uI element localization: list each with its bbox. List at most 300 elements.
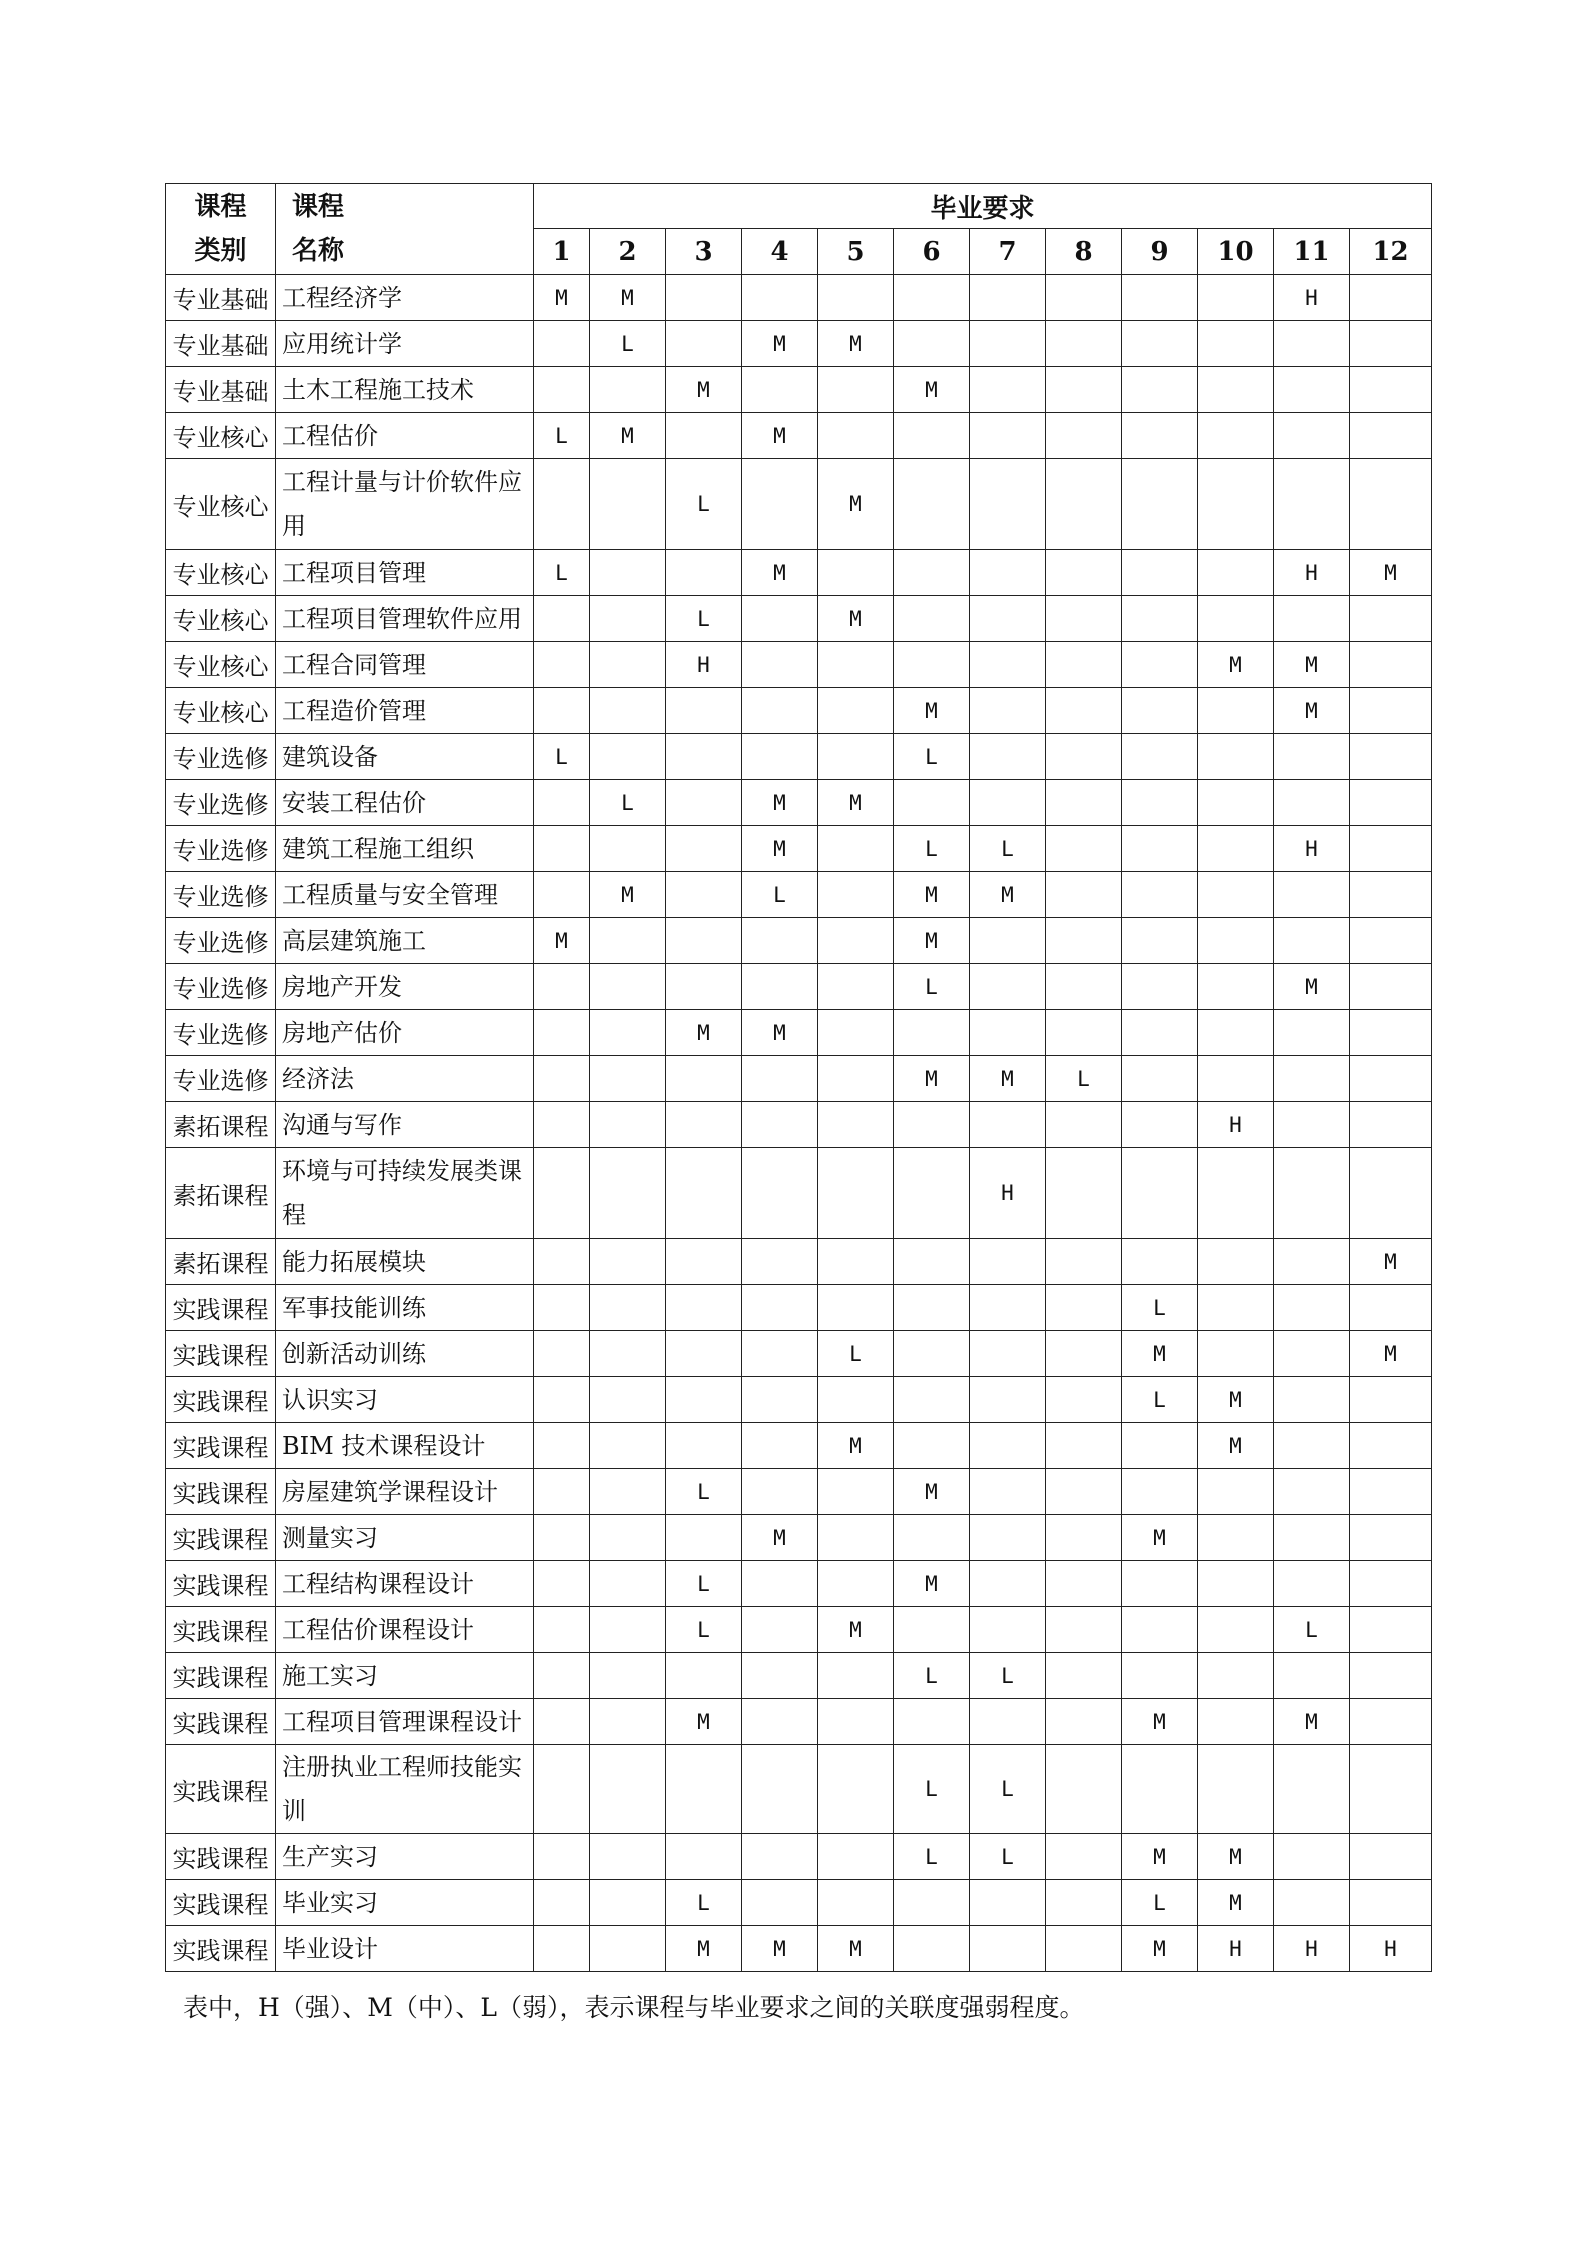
relevance-level-cell (742, 459, 818, 550)
relevance-level-cell (1350, 1653, 1432, 1699)
relevance-level-cell (970, 1607, 1046, 1653)
relevance-level-cell (742, 1423, 818, 1469)
table-row (166, 1880, 1432, 1926)
relevance-level-cell: M (894, 1561, 970, 1607)
course-category-cell: 实践课程 (166, 1880, 276, 1926)
table-row (166, 688, 1432, 734)
relevance-level-cell (1122, 1056, 1198, 1102)
relevance-level-cell (818, 1561, 894, 1607)
relevance-level-cell (742, 275, 818, 321)
table-row (166, 1926, 1432, 1972)
relevance-level-cell: M (742, 780, 818, 826)
relevance-level-cell (1046, 1239, 1122, 1285)
relevance-level-cell (894, 1926, 970, 1972)
relevance-level-cell (534, 1880, 590, 1926)
table-row (166, 413, 1432, 459)
relevance-level-cell (1122, 1745, 1198, 1834)
relevance-level-cell: M (1122, 1331, 1198, 1377)
relevance-level-cell (818, 642, 894, 688)
relevance-level-cell (970, 550, 1046, 596)
relevance-level-cell (970, 918, 1046, 964)
relevance-level-cell (1198, 1285, 1274, 1331)
relevance-level-cell (1274, 1148, 1350, 1239)
relevance-level-cell (590, 1653, 666, 1699)
course-category-cell: 实践课程 (166, 1745, 276, 1834)
relevance-level-cell (1122, 1423, 1198, 1469)
relevance-level-cell (1198, 826, 1274, 872)
relevance-level-cell (894, 1880, 970, 1926)
table-row (166, 1148, 1432, 1239)
relevance-level-cell (1274, 321, 1350, 367)
course-name-cell: 工程项目管理软件应用 (276, 596, 534, 642)
relevance-level-cell (1046, 550, 1122, 596)
relevance-level-cell (590, 1926, 666, 1972)
relevance-level-cell (970, 413, 1046, 459)
relevance-level-cell: M (742, 1010, 818, 1056)
table-row (166, 1607, 1432, 1653)
relevance-level-cell: L (590, 321, 666, 367)
relevance-level-cell (894, 459, 970, 550)
relevance-level-cell (894, 550, 970, 596)
course-name-cell: 沟通与写作 (276, 1102, 534, 1148)
relevance-level-cell (818, 275, 894, 321)
table-row (166, 1745, 1432, 1834)
course-name-cell: 认识实习 (276, 1377, 534, 1423)
relevance-level-cell (1198, 1331, 1274, 1377)
relevance-level-cell (534, 1653, 590, 1699)
relevance-level-cell (894, 275, 970, 321)
relevance-level-cell: M (894, 918, 970, 964)
header-name-line1: 课程 (292, 192, 345, 222)
relevance-level-cell (894, 1239, 970, 1285)
relevance-level-cell (970, 1239, 1046, 1285)
header-requirement-10: 10 (1198, 229, 1274, 275)
relevance-level-cell (894, 642, 970, 688)
relevance-level-cell: L (666, 1469, 742, 1515)
course-category-cell: 专业核心 (166, 459, 276, 550)
table-row (166, 275, 1432, 321)
relevance-level-cell: H (1274, 275, 1350, 321)
relevance-level-cell (1274, 1834, 1350, 1880)
course-category-cell: 专业选修 (166, 1010, 276, 1056)
relevance-level-cell (590, 1010, 666, 1056)
course-requirements-matrix (165, 183, 1432, 1972)
header-requirement-6: 6 (894, 229, 970, 275)
relevance-level-cell: L (666, 1607, 742, 1653)
table-row (166, 596, 1432, 642)
relevance-level-cell (534, 1285, 590, 1331)
relevance-level-cell: H (666, 642, 742, 688)
relevance-level-cell (894, 1148, 970, 1239)
course-name-cell: 毕业设计 (276, 1926, 534, 1972)
relevance-level-cell (970, 1561, 1046, 1607)
relevance-level-cell (666, 826, 742, 872)
relevance-level-cell (1046, 1285, 1122, 1331)
relevance-level-cell: M (894, 688, 970, 734)
relevance-level-cell (1046, 1745, 1122, 1834)
relevance-level-cell (1198, 1745, 1274, 1834)
relevance-level-cell: L (970, 1653, 1046, 1699)
relevance-level-cell (1274, 459, 1350, 550)
relevance-level-cell (970, 459, 1046, 550)
relevance-level-cell (1122, 1239, 1198, 1285)
relevance-level-cell (666, 688, 742, 734)
relevance-level-cell (1350, 918, 1432, 964)
relevance-level-cell (590, 1285, 666, 1331)
course-category-cell: 专业选修 (166, 964, 276, 1010)
relevance-level-cell: M (1198, 642, 1274, 688)
relevance-level-cell (1350, 1469, 1432, 1515)
table-row (166, 872, 1432, 918)
relevance-level-cell (590, 550, 666, 596)
course-name-cell: 工程合同管理 (276, 642, 534, 688)
course-name-cell: 安装工程估价 (276, 780, 534, 826)
relevance-level-cell (970, 1010, 1046, 1056)
relevance-level-cell: L (666, 1561, 742, 1607)
relevance-level-cell (534, 1469, 590, 1515)
course-category-cell: 实践课程 (166, 1561, 276, 1607)
table-row (166, 367, 1432, 413)
relevance-level-cell (1350, 1056, 1432, 1102)
relevance-level-cell: M (590, 413, 666, 459)
course-category-cell: 专业核心 (166, 596, 276, 642)
relevance-level-cell (534, 780, 590, 826)
course-category-cell: 实践课程 (166, 1377, 276, 1423)
table-row (166, 918, 1432, 964)
relevance-level-cell: M (1198, 1423, 1274, 1469)
relevance-level-cell (1046, 1834, 1122, 1880)
relevance-level-cell (1046, 413, 1122, 459)
relevance-level-cell (1122, 1010, 1198, 1056)
table-row (166, 642, 1432, 688)
relevance-level-cell: L (666, 1880, 742, 1926)
relevance-level-cell (1046, 275, 1122, 321)
relevance-level-cell (742, 642, 818, 688)
relevance-level-cell (970, 321, 1046, 367)
relevance-level-cell (1046, 1926, 1122, 1972)
relevance-level-cell (1198, 1056, 1274, 1102)
relevance-level-cell (1198, 918, 1274, 964)
relevance-level-cell (818, 1880, 894, 1926)
course-category-cell: 专业基础 (166, 321, 276, 367)
relevance-level-cell: L (1274, 1607, 1350, 1653)
relevance-level-cell (1198, 1469, 1274, 1515)
relevance-level-cell (590, 1561, 666, 1607)
relevance-level-cell (970, 275, 1046, 321)
relevance-level-cell (818, 367, 894, 413)
relevance-level-cell (742, 1056, 818, 1102)
relevance-level-cell (666, 780, 742, 826)
relevance-level-cell (590, 1469, 666, 1515)
relevance-level-cell (590, 826, 666, 872)
header-requirement-7: 7 (970, 229, 1046, 275)
relevance-level-cell (666, 1285, 742, 1331)
relevance-level-cell (1350, 1377, 1432, 1423)
relevance-level-cell: M (1122, 1834, 1198, 1880)
relevance-level-cell (534, 1423, 590, 1469)
relevance-level-cell (894, 1699, 970, 1745)
course-category-cell: 素拓课程 (166, 1239, 276, 1285)
relevance-level-cell (534, 1834, 590, 1880)
relevance-level-cell (1198, 1561, 1274, 1607)
relevance-level-cell (1046, 918, 1122, 964)
relevance-level-cell (1122, 275, 1198, 321)
relevance-level-cell (894, 1377, 970, 1423)
relevance-level-cell: M (818, 596, 894, 642)
relevance-level-cell (1274, 1880, 1350, 1926)
relevance-level-cell (1350, 459, 1432, 550)
relevance-level-cell: L (742, 872, 818, 918)
relevance-level-cell (970, 367, 1046, 413)
relevance-level-cell (1046, 734, 1122, 780)
relevance-level-cell (1046, 596, 1122, 642)
course-category-cell: 素拓课程 (166, 1102, 276, 1148)
relevance-level-cell (1274, 1423, 1350, 1469)
relevance-level-cell (818, 918, 894, 964)
course-name-cell: 房地产开发 (276, 964, 534, 1010)
relevance-level-cell: M (742, 1515, 818, 1561)
relevance-level-cell (818, 413, 894, 459)
table-row (166, 826, 1432, 872)
relevance-level-cell (534, 964, 590, 1010)
course-category-cell: 实践课程 (166, 1607, 276, 1653)
relevance-level-cell (1274, 780, 1350, 826)
table-row (166, 1377, 1432, 1423)
table-row (166, 1469, 1432, 1515)
relevance-level-cell (1122, 826, 1198, 872)
relevance-level-cell (1350, 1607, 1432, 1653)
table-row (166, 780, 1432, 826)
header-requirement-3: 3 (666, 229, 742, 275)
relevance-level-cell: M (742, 1926, 818, 1972)
relevance-level-cell (1122, 780, 1198, 826)
relevance-level-cell: L (534, 413, 590, 459)
table-note: 表中，H（强）、M（中）、L（弱），表示课程与毕业要求之间的关联度强弱程度。 (183, 1993, 1085, 2022)
relevance-level-cell (1350, 413, 1432, 459)
relevance-level-cell (818, 1148, 894, 1239)
relevance-level-cell (534, 1010, 590, 1056)
relevance-level-cell (1350, 688, 1432, 734)
relevance-level-cell (590, 688, 666, 734)
relevance-level-cell: M (1198, 1880, 1274, 1926)
relevance-level-cell: M (742, 550, 818, 596)
relevance-level-cell (970, 688, 1046, 734)
relevance-level-cell (590, 1056, 666, 1102)
relevance-level-cell (1198, 459, 1274, 550)
relevance-level-cell (1046, 1653, 1122, 1699)
relevance-level-cell (742, 1880, 818, 1926)
relevance-level-cell: L (1122, 1880, 1198, 1926)
relevance-level-cell (1046, 1331, 1122, 1377)
relevance-level-cell (1350, 872, 1432, 918)
relevance-level-cell: H (1198, 1926, 1274, 1972)
course-category-cell: 专业核心 (166, 642, 276, 688)
relevance-level-cell (742, 1561, 818, 1607)
relevance-level-cell (534, 1377, 590, 1423)
relevance-level-cell (1122, 367, 1198, 413)
relevance-level-cell (818, 1653, 894, 1699)
course-category-cell: 专业选修 (166, 780, 276, 826)
relevance-level-cell: H (1274, 1926, 1350, 1972)
course-name-cell: 创新活动训练 (276, 1331, 534, 1377)
relevance-level-cell (1274, 734, 1350, 780)
relevance-level-cell (970, 1880, 1046, 1926)
relevance-level-cell: M (742, 826, 818, 872)
table-row (166, 1699, 1432, 1745)
relevance-level-cell (1122, 1607, 1198, 1653)
relevance-level-cell: M (894, 367, 970, 413)
relevance-level-cell (894, 1607, 970, 1653)
table-row (166, 1561, 1432, 1607)
relevance-level-cell (1122, 1148, 1198, 1239)
relevance-level-cell: L (894, 826, 970, 872)
relevance-level-cell (666, 964, 742, 1010)
relevance-level-cell (590, 918, 666, 964)
relevance-level-cell (818, 872, 894, 918)
relevance-level-cell (1046, 1377, 1122, 1423)
relevance-level-cell: L (894, 964, 970, 1010)
table-row (166, 964, 1432, 1010)
relevance-level-cell (742, 1834, 818, 1880)
relevance-level-cell (1046, 1515, 1122, 1561)
course-name-cell: 土木工程施工技术 (276, 367, 534, 413)
relevance-level-cell (1350, 367, 1432, 413)
relevance-level-cell (666, 1331, 742, 1377)
relevance-level-cell (1274, 1653, 1350, 1699)
header-requirement-5: 5 (818, 229, 894, 275)
relevance-level-cell (590, 642, 666, 688)
relevance-level-cell (666, 734, 742, 780)
relevance-level-cell (666, 550, 742, 596)
relevance-level-cell (666, 1148, 742, 1239)
relevance-level-cell (1122, 642, 1198, 688)
course-category-cell: 实践课程 (166, 1515, 276, 1561)
relevance-level-cell (1274, 1561, 1350, 1607)
relevance-level-cell (1350, 1423, 1432, 1469)
relevance-level-cell (666, 1653, 742, 1699)
relevance-level-cell (1274, 1102, 1350, 1148)
header-requirement-9: 9 (1122, 229, 1198, 275)
course-name-cell: 高层建筑施工 (276, 918, 534, 964)
relevance-level-cell (818, 1285, 894, 1331)
relevance-level-cell (1274, 1331, 1350, 1377)
relevance-level-cell (590, 1699, 666, 1745)
relevance-level-cell (970, 1515, 1046, 1561)
relevance-level-cell (1046, 642, 1122, 688)
header-category-line1: 课程 (194, 192, 247, 222)
relevance-level-cell: M (1350, 550, 1432, 596)
relevance-level-cell (1198, 964, 1274, 1010)
relevance-level-cell (818, 1745, 894, 1834)
course-name-cell: 房地产估价 (276, 1010, 534, 1056)
relevance-level-cell (534, 1561, 590, 1607)
relevance-level-cell: L (1122, 1285, 1198, 1331)
course-category-cell: 实践课程 (166, 1423, 276, 1469)
relevance-level-cell (1198, 1515, 1274, 1561)
relevance-level-cell (1122, 1561, 1198, 1607)
relevance-level-cell (818, 1377, 894, 1423)
relevance-level-cell: H (1274, 550, 1350, 596)
header-requirement-12: 12 (1350, 229, 1432, 275)
relevance-level-cell: M (534, 918, 590, 964)
relevance-level-cell (666, 1834, 742, 1880)
table-row (166, 1653, 1432, 1699)
table-row (166, 734, 1432, 780)
relevance-level-cell (534, 1515, 590, 1561)
relevance-level-cell (1198, 734, 1274, 780)
relevance-level-cell (1350, 1561, 1432, 1607)
relevance-level-cell: M (818, 780, 894, 826)
relevance-level-cell (742, 1469, 818, 1515)
relevance-level-cell (666, 413, 742, 459)
relevance-level-cell: M (666, 367, 742, 413)
relevance-level-cell (1350, 1745, 1432, 1834)
course-category-cell: 专业基础 (166, 275, 276, 321)
relevance-level-cell (970, 642, 1046, 688)
relevance-level-cell (666, 1102, 742, 1148)
relevance-level-cell: M (894, 1469, 970, 1515)
course-name-cell: 工程计量与计价软件应用 (276, 459, 534, 550)
course-category-cell: 专业核心 (166, 550, 276, 596)
relevance-level-cell (1046, 780, 1122, 826)
relevance-level-cell: M (1274, 1699, 1350, 1745)
relevance-level-cell (970, 1102, 1046, 1148)
course-name-cell: 工程估价课程设计 (276, 1607, 534, 1653)
relevance-level-cell: M (1274, 964, 1350, 1010)
relevance-level-cell (1122, 734, 1198, 780)
relevance-level-cell: L (894, 1653, 970, 1699)
relevance-level-cell (1046, 1699, 1122, 1745)
relevance-level-cell (1198, 688, 1274, 734)
course-category-cell: 专业选修 (166, 826, 276, 872)
relevance-level-cell (590, 1148, 666, 1239)
relevance-level-cell: M (818, 459, 894, 550)
relevance-level-cell (818, 1102, 894, 1148)
course-name-cell: 应用统计学 (276, 321, 534, 367)
relevance-level-cell (590, 1745, 666, 1834)
relevance-level-cell (1046, 826, 1122, 872)
relevance-level-cell (1122, 459, 1198, 550)
header-graduation-requirements: 毕业要求 (534, 184, 1432, 229)
course-category-cell: 实践课程 (166, 1926, 276, 1972)
relevance-level-cell: L (666, 596, 742, 642)
relevance-level-cell (742, 918, 818, 964)
relevance-level-cell (742, 1745, 818, 1834)
relevance-level-cell (818, 1834, 894, 1880)
relevance-level-cell (590, 1607, 666, 1653)
relevance-level-cell (1198, 275, 1274, 321)
header-name-line2: 名称 (292, 236, 345, 266)
relevance-level-cell: H (1350, 1926, 1432, 1972)
relevance-level-cell (894, 1285, 970, 1331)
relevance-level-cell: L (666, 459, 742, 550)
relevance-level-cell (590, 1515, 666, 1561)
relevance-level-cell (1046, 1148, 1122, 1239)
course-category-cell: 素拓课程 (166, 1148, 276, 1239)
relevance-level-cell (590, 734, 666, 780)
relevance-level-cell (534, 1607, 590, 1653)
relevance-level-cell (818, 1469, 894, 1515)
relevance-level-cell (1350, 1834, 1432, 1880)
course-name-cell: 工程经济学 (276, 275, 534, 321)
relevance-level-cell (742, 734, 818, 780)
relevance-level-cell (894, 1010, 970, 1056)
table-row (166, 1285, 1432, 1331)
relevance-level-cell (818, 1699, 894, 1745)
relevance-level-cell (1046, 1607, 1122, 1653)
table-row (166, 459, 1432, 550)
course-name-cell: 注册执业工程师技能实训 (276, 1745, 534, 1834)
